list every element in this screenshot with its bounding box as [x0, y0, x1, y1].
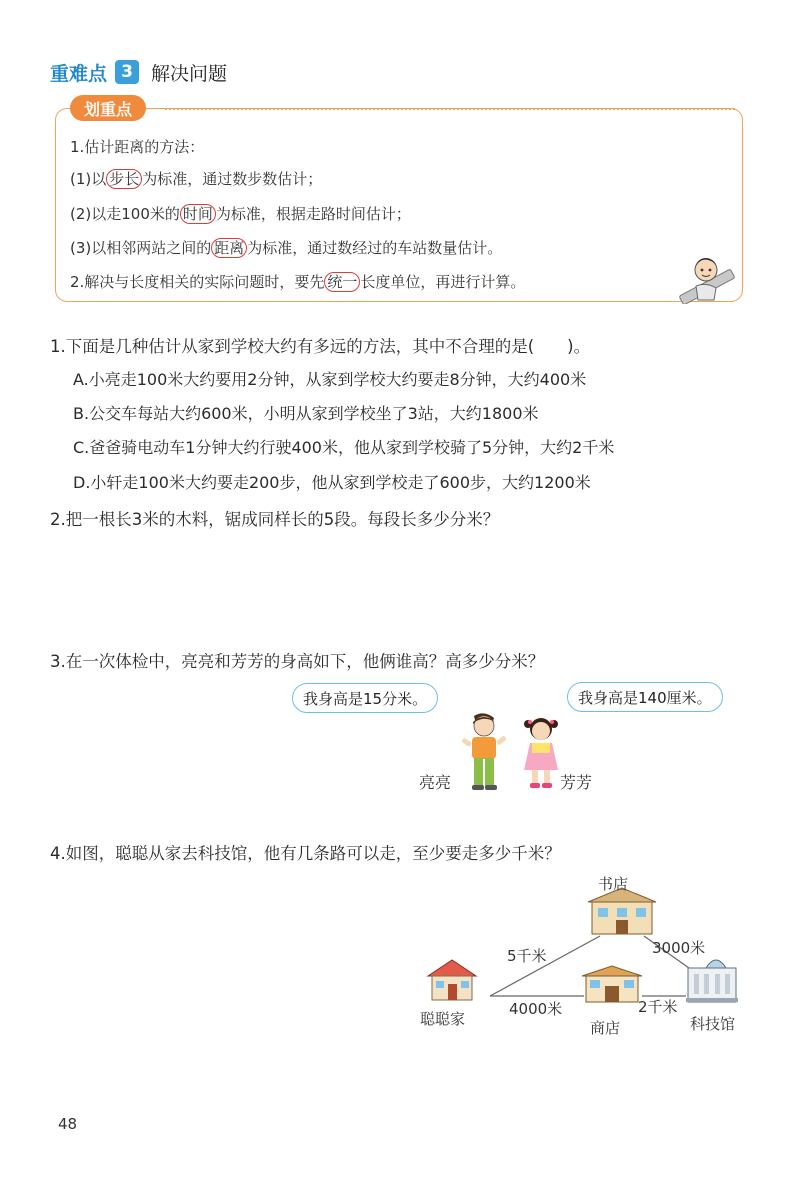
circled-keyword: 步长 — [106, 169, 142, 189]
house-icon — [428, 960, 476, 1000]
girl-figure-icon — [518, 716, 564, 790]
question-1-stem: 1.下面是几种估计从家到学校大约有多远的方法，其中不合理的是( )。 — [50, 337, 591, 356]
boy-figure-icon — [458, 712, 508, 792]
section-title: 解决问题 — [151, 62, 228, 85]
page-number: 48 — [58, 1115, 78, 1133]
shop-icon — [582, 966, 642, 1002]
home-label: 聪聪家 — [420, 1010, 466, 1028]
section-number-badge: 3 — [115, 60, 139, 84]
keypoint-line-5 — [70, 271, 525, 292]
museum-label: 科技馆 — [690, 1015, 736, 1033]
distance-home-shop: 4000米 — [509, 1000, 563, 1018]
keypoint-text: 2.解决与长度相关的实际问题时，要先 — [70, 273, 325, 291]
keypoint-line-3 — [70, 203, 411, 224]
question-2-stem: 2.把一根长3米的木料，锯成同样长的5段。每段长多少分米？ — [50, 510, 500, 529]
keypoint-text: 为标准，通过数经过的车站数量估计。 — [247, 239, 503, 257]
question-1-option-b: B.公交车每站大约600米，小明从家到学校坐了3站，大约1800米 — [73, 404, 539, 423]
keypoints-divider — [165, 108, 735, 110]
keypoint-text: (3)以相邻两站之间的 — [70, 239, 212, 257]
keypoint-line-2 — [70, 168, 322, 189]
question-3-stem: 3.在一次体检中，亮亮和芳芳的身高如下，他俩谁高？高多少分米？ — [50, 652, 545, 671]
question-1-option-d: D.小轩走100米大约要走200步，他从家到学校走了600步，大约1200米 — [73, 473, 591, 492]
keypoint-text: (2)以走100米的 — [70, 205, 180, 223]
distance-home-bookstore: 5千米 — [507, 947, 547, 965]
museum-icon — [686, 960, 738, 1002]
section-header — [50, 58, 227, 86]
speech-bubble-boy: 我身高是15分米。 — [292, 683, 438, 713]
boy-name-label: 亮亮 — [419, 773, 452, 792]
keypoint-text: 长度单位，再进行计算。 — [360, 273, 526, 291]
speech-bubble-girl: 我身高是140厘米。 — [567, 682, 723, 712]
keypoint-line-4 — [70, 237, 502, 258]
keypoint-text: 为标准，根据走路时间估计； — [215, 205, 411, 223]
girl-name-label: 芳芳 — [560, 773, 593, 792]
question-1-option-a: A.小亮走100米大约要用2分钟，从家到学校大约要走8分钟，大约400米 — [73, 370, 587, 389]
circled-keyword: 距离 — [211, 238, 247, 258]
keypoint-text: 为标准，通过数步数估计； — [142, 170, 323, 188]
question-4-stem: 4.如图，聪聪从家去科技馆，他有几条路可以走，至少要走多少千米？ — [50, 844, 561, 863]
distance-bookstore-museum: 3000米 — [652, 939, 706, 957]
keypoint-line-1: 1.估计距离的方法： — [70, 138, 205, 156]
distance-shop-museum: 2千米 — [638, 998, 678, 1016]
circled-keyword: 统一 — [324, 272, 360, 292]
bookstore-icon — [588, 888, 656, 934]
circled-keyword: 时间 — [180, 204, 216, 224]
shop-label: 商店 — [590, 1019, 621, 1037]
keypoints-tab: 划重点 — [70, 95, 146, 121]
question-1-option-c: C.爸爸骑电动车1分钟大约行驶400米，他从家到学校骑了5分钟，大约2千米 — [73, 438, 615, 457]
bookstore-label: 书店 — [598, 875, 629, 893]
mascot-pencil-icon — [672, 252, 742, 304]
keypoint-text: (1)以 — [70, 170, 107, 188]
section-label: 重难点 — [50, 62, 108, 85]
